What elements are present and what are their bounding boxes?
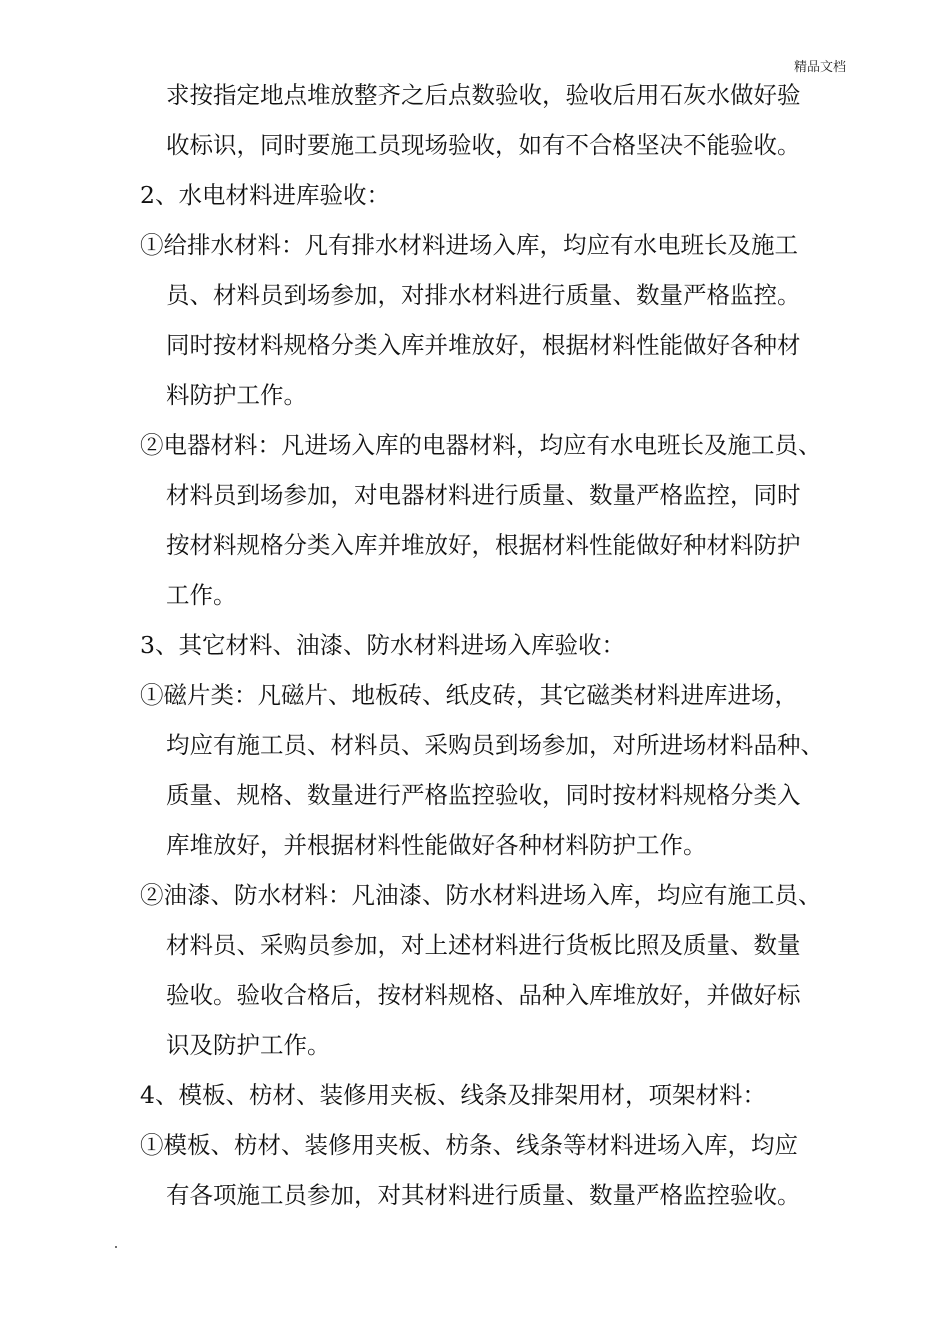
footer-mark <box>115 1246 117 1248</box>
text-line: 质量、规格、数量进行严格监控验收，同时按材料规格分类入 <box>166 781 801 809</box>
text-line: 库堆放好，并根据材料性能做好各种材料防护工作。 <box>166 831 707 859</box>
text-line: 员、材料员到场参加，对排水材料进行质量、数量严格监控。 <box>166 281 801 309</box>
text-line: 识及防护工作。 <box>166 1031 331 1059</box>
text-line: 按材料规格分类入库并堆放好，根据材料性能做好种材料防护 <box>166 531 801 559</box>
text-line: 4、模板、枋材、装修用夹板、线条及排架用材，项架材料： <box>140 1081 766 1109</box>
text-line: 3、其它材料、油漆、防水材料进场入库验收： <box>140 631 625 659</box>
text-line: 验收。验收合格后，按材料规格、品种入库堆放好，并做好标 <box>166 981 801 1009</box>
text-line: ②油漆、防水材料：凡油漆、防水材料进场入库，均应有施工员、 <box>140 881 822 909</box>
text-line: 料防护工作。 <box>166 381 307 409</box>
text-line: 均应有施工员、材料员、采购员到场参加，对所进场材料品种、 <box>166 731 824 759</box>
text-line: 2、水电材料进库验收： <box>140 181 390 209</box>
text-line: ①模板、枋材、装修用夹板、枋条、线条等材料进场入库，均应 <box>140 1131 798 1159</box>
text-line: 工作。 <box>166 581 237 609</box>
text-line: 材料员、采购员参加，对上述材料进行货板比照及质量、数量 <box>166 931 801 959</box>
text-line: 求按指定地点堆放整齐之后点数验收，验收后用石灰水做好验 <box>166 81 801 109</box>
text-line: 有各项施工员参加，对其材料进行质量、数量严格监控验收。 <box>166 1181 801 1209</box>
text-line: 同时按材料规格分类入库并堆放好，根据材料性能做好各种材 <box>166 331 801 359</box>
document-body <box>140 70 870 1220</box>
text-line: ①磁片类：凡磁片、地板砖、纸皮砖，其它磁类材料进库进场， <box>140 681 798 709</box>
text-line: 收标识，同时要施工员现场验收，如有不合格坚决不能验收。 <box>166 131 801 159</box>
page-header-label: 精品文档 <box>793 60 846 75</box>
text-line: 材料员到场参加，对电器材料进行质量、数量严格监控，同时 <box>166 481 801 509</box>
text-line: ②电器材料：凡进场入库的电器材料，均应有水电班长及施工员、 <box>140 431 822 459</box>
text-line: ①给排水材料：凡有排水材料进场入库，均应有水电班长及施工 <box>140 231 798 259</box>
